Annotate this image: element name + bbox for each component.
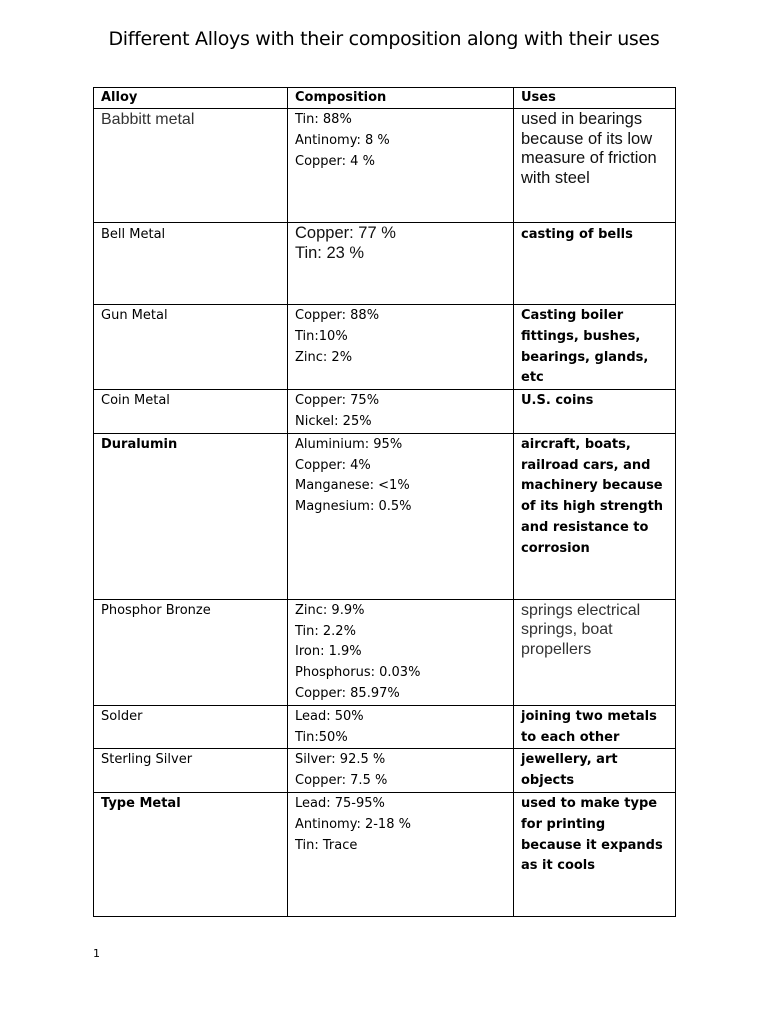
alloys-table xyxy=(93,87,676,917)
uses-cell xyxy=(514,109,676,223)
composition-item: Tin: Trace xyxy=(295,837,358,853)
uses-text: joining two metals to each other xyxy=(521,708,657,745)
uses-cell xyxy=(514,305,676,390)
composition-item: Zinc: 9.9% xyxy=(295,602,365,618)
composition-item: Aluminium: 95% xyxy=(295,436,403,452)
alloy-name: Bell Metal xyxy=(101,227,166,242)
table-header-row xyxy=(94,88,676,109)
alloy-name: Duralumin xyxy=(101,436,178,452)
header-alloy: Alloy xyxy=(94,88,288,109)
composition-cell xyxy=(288,433,514,599)
header-uses: Uses xyxy=(514,88,676,109)
composition-item: Tin: 88% xyxy=(295,112,352,127)
table-row xyxy=(94,433,676,599)
header-composition: Composition xyxy=(288,88,514,109)
composition-cell xyxy=(288,792,514,916)
composition-item: Zinc: 2% xyxy=(295,349,353,365)
composition-item: Tin:10% xyxy=(295,328,348,344)
composition-item: Silver: 92.5 % xyxy=(295,752,386,768)
uses-text: used to make type for printing because it expands as it cools xyxy=(521,795,663,874)
alloy-cell xyxy=(94,705,288,749)
composition-cell xyxy=(288,109,514,223)
table-row xyxy=(94,109,676,223)
alloy-cell xyxy=(94,390,288,434)
alloy-name: Phosphor Bronze xyxy=(101,602,211,618)
composition-item: Manganese: <1% xyxy=(295,478,410,494)
composition-item: Tin: 23 % xyxy=(295,243,365,262)
table-row xyxy=(94,599,676,705)
composition-item: Copper: 4% xyxy=(295,457,371,473)
alloy-cell xyxy=(94,792,288,916)
composition-item: Tin:50% xyxy=(295,729,348,745)
composition-item: Copper: 7.5 % xyxy=(295,773,388,789)
composition-item: Antinomy: 2-18 % xyxy=(295,816,411,832)
uses-text: jewellery, art objects xyxy=(521,752,618,789)
composition-item: Copper: 4 % xyxy=(295,153,375,169)
uses-text: U.S. coins xyxy=(521,393,594,409)
uses-cell xyxy=(514,705,676,749)
uses-cell xyxy=(514,223,676,305)
table-row xyxy=(94,749,676,793)
composition-item: Iron: 1.9% xyxy=(295,644,362,660)
alloy-cell xyxy=(94,749,288,793)
uses-cell xyxy=(514,599,676,705)
composition-item: Lead: 50% xyxy=(295,708,364,724)
composition-item: Antinomy: 8 % xyxy=(295,132,390,148)
composition-item: Copper: 77 % xyxy=(295,224,396,242)
uses-cell xyxy=(514,749,676,793)
uses-cell xyxy=(514,792,676,916)
composition-item: Magnesium: 0.5% xyxy=(295,499,412,515)
alloy-cell xyxy=(94,599,288,705)
table-row xyxy=(94,792,676,916)
alloy-cell xyxy=(94,223,288,305)
composition-item: Nickel: 25% xyxy=(295,413,372,429)
alloy-cell xyxy=(94,305,288,390)
page-number: 1 xyxy=(93,947,100,960)
composition-item: Lead: 75-95% xyxy=(295,795,385,811)
alloy-name: Type Metal xyxy=(101,795,181,811)
alloy-name: Solder xyxy=(101,708,143,724)
uses-text: used in bearings because of its low measure of friction with steel xyxy=(521,110,657,187)
alloy-name: Gun Metal xyxy=(101,308,168,323)
composition-cell xyxy=(288,705,514,749)
alloy-name: Coin Metal xyxy=(101,393,170,409)
composition-item: Phosphorus: 0.03% xyxy=(295,665,421,681)
uses-text: casting of bells xyxy=(521,227,633,242)
table-row xyxy=(94,223,676,305)
document-title: Different Alloys with their composition along with their uses xyxy=(108,28,660,50)
composition-cell xyxy=(288,599,514,705)
composition-cell xyxy=(288,390,514,434)
alloy-cell xyxy=(94,433,288,599)
composition-cell xyxy=(288,749,514,793)
composition-cell xyxy=(288,223,514,305)
table-row xyxy=(94,705,676,749)
uses-text: aircraft, boats, railroad cars, and machinery because of its high strength and resistance to corrosion xyxy=(521,436,664,556)
table-row xyxy=(94,390,676,434)
alloy-cell xyxy=(94,109,288,223)
composition-item: Tin: 2.2% xyxy=(295,623,356,639)
composition-item: Copper: 85.97% xyxy=(295,685,400,701)
composition-item: Copper: 75% xyxy=(295,393,380,409)
composition-cell xyxy=(288,305,514,390)
composition-item: Copper: 88% xyxy=(295,308,380,323)
uses-cell xyxy=(514,390,676,434)
uses-cell xyxy=(514,433,676,599)
alloy-name: Babbitt metal xyxy=(101,111,195,128)
uses-text: springs electrical springs, boat propellers xyxy=(521,601,641,658)
alloy-name: Sterling Silver xyxy=(101,752,193,768)
table-row xyxy=(94,305,676,390)
uses-text: Casting boiler fittings, bushes, bearings, glands, etc xyxy=(521,308,649,386)
